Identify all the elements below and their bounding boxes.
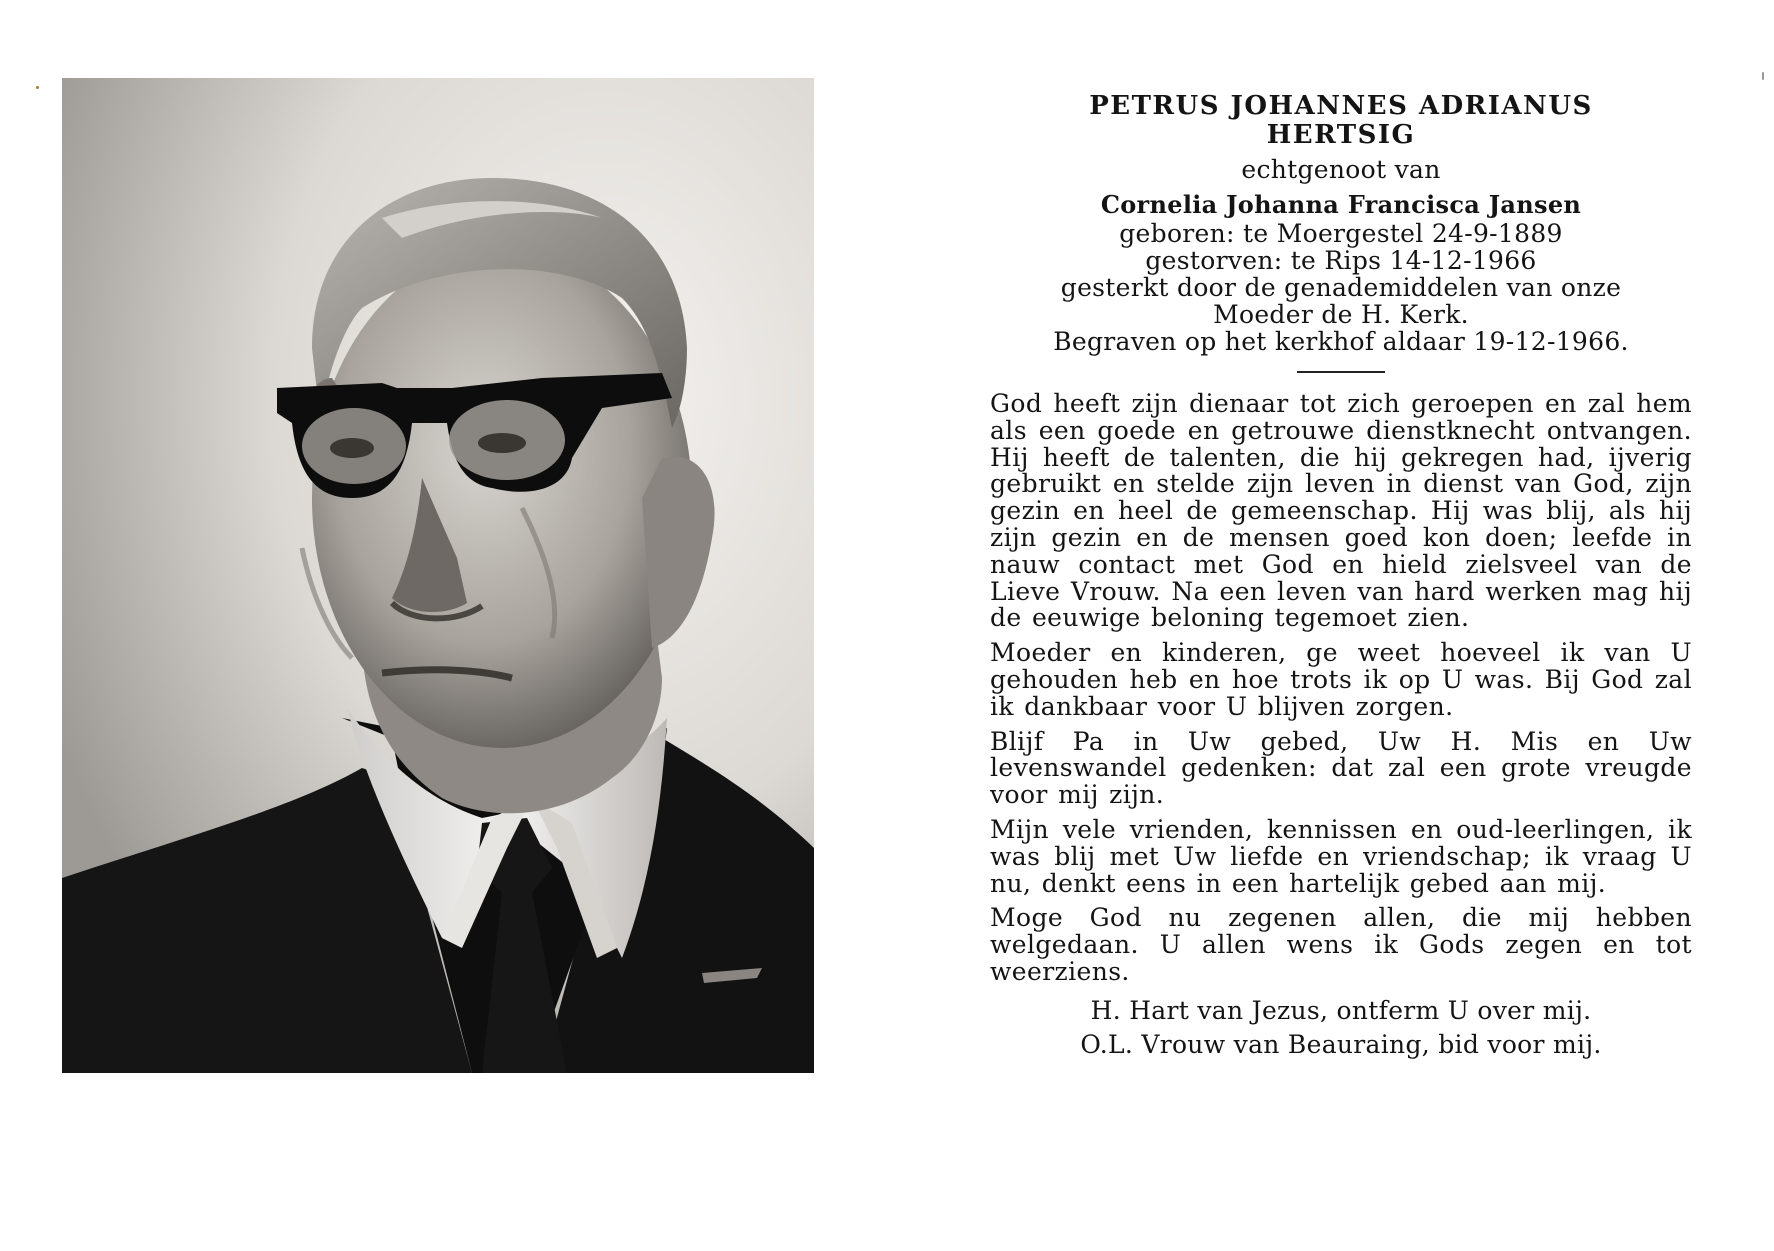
paragraph: Blijf Pa in Uw gebed, Uw H. Mis en Uw levenswandel gedenken: dat zal een grote vreugde voor mij zijn. — [990, 726, 1692, 810]
divider — [1297, 371, 1385, 373]
paper-speck — [36, 86, 39, 89]
memorial-body — [990, 391, 1692, 986]
paragraph: God heeft zijn dienaar tot zich geroepen en zal hem als een goede en getrouwe dienstknecht ontvangen. Hij heeft de talenten, die hij gekregen had, ijverig gebruikt en stelde zijn leven in dienst van God, zijn gezin en heel de gemeenschap. Hij was blij, als hij zijn gezin en de mensen goed kon doen; leefde in nauw contact met God en hield zielsveel van de Lieve Vrouw. Na een leven van hard werken mag hij de eeuwige beloning tegemoet zien. — [990, 389, 1692, 633]
deceased-name-line2: HERTSIG — [1266, 120, 1416, 150]
paragraph: Mijn vele vrienden, kennissen en oud-leerlingen, ik was blij met Uw liefde en vriendschap; ik vraag U nu, denkt eens in een hartelijk gebed aan mij. — [990, 814, 1692, 898]
sacrament-line1: gesterkt door de genademiddelen van onze — [1060, 273, 1622, 302]
prayer-sacred-heart: H. Hart van Jezus, ontferm U over mij. — [1090, 995, 1592, 1025]
memorial-text — [990, 92, 1692, 1062]
burial-line: Begraven op het kerkhof aldaar 19-12-1966. — [1053, 327, 1629, 356]
prayer-our-lady: O.L. Vrouw van Beauraing, bid voor mij. — [1080, 1029, 1602, 1059]
paragraph: Moge God nu zegenen allen, die mij hebben welgedaan. U allen wens ik Gods zegen en tot weerziens. — [990, 903, 1692, 986]
birth-line: geboren: te Moergestel 24-9-1889 — [1119, 219, 1563, 248]
spouse-name: Cornelia Johanna Francisca Jansen — [1100, 190, 1582, 219]
paper-speck — [1762, 72, 1764, 80]
deceased-name-line1: PETRUS JOHANNES ADRIANUS — [1089, 91, 1593, 121]
death-line: gestorven: te Rips 14-12-1966 — [1145, 246, 1537, 275]
paragraph: Moeder en kinderen, ge weet hoeveel ik van U gehouden heb en hoe trots ik op U was. Bij God zal ik dankbaar voor U blijven zorgen. — [990, 638, 1692, 721]
sacrament-line2: Moeder de H. Kerk. — [1213, 300, 1469, 329]
portrait-photo — [62, 78, 814, 1073]
spouse-label: echtgenoot van — [1241, 155, 1441, 184]
portrait-illustration — [62, 78, 814, 1073]
